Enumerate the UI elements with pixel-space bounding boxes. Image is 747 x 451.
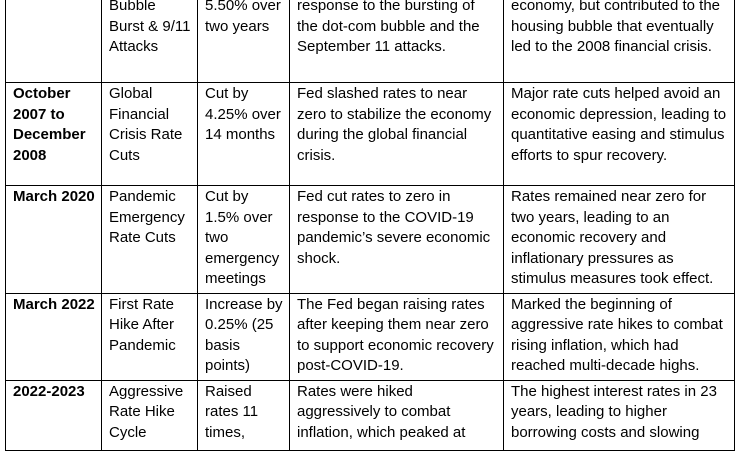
reason-cell: response to the bursting of the dot-com bubble and the September 11 attacks. [290,0,504,83]
reason-cell: The Fed began raising rates after keeping them near zero to support economic recovery post-COVID-19. [290,293,504,380]
event-cell: Bubble Burst & 9/11 Attacks [102,0,198,83]
date-cell [6,0,102,83]
reason-cell: Fed slashed rates to near zero to stabilize the economy during the global financial crisis. [290,83,504,186]
impact-cell: Marked the beginning of aggressive rate hikes to combat rising inflation, which had reached multi-decade highs. [504,293,735,380]
impact-cell: Major rate cuts helped avoid an economic depression, leading to quantitative easing and stimulus efforts to spur recovery. [504,83,735,186]
date-cell: 2022-2023 [6,380,102,450]
table-row [6,83,735,186]
table-row [6,380,735,450]
date-cell: March 2022 [6,293,102,380]
impact-cell: Rates remained near zero for two years, leading to an economic recovery and inflationary pressures as stimulus measures took effect. [504,186,735,294]
event-cell: First Rate Hike After Pandemic [102,293,198,380]
event-cell: Global Financial Crisis Rate Cuts [102,83,198,186]
reason-cell: Rates were hiked aggressively to combat inflation, which peaked at [290,380,504,450]
change-cell: Cut by 1.5% over two emergency meetings [198,186,290,294]
change-cell: Cut by 4.25% over 14 months [198,83,290,186]
table-row [6,0,735,83]
impact-cell: economy, but contributed to the housing bubble that eventually led to the 2008 financial crisis. [504,0,735,83]
event-cell: Aggressive Rate Hike Cycle [102,380,198,450]
change-cell: Raised rates 11 times, [198,380,290,450]
rate-history-table [5,0,735,451]
impact-cell: The highest interest rates in 23 years, leading to higher borrowing costs and slowing [504,380,735,450]
reason-cell: Fed cut rates to zero in response to the COVID-19 pandemic’s severe economic shock. [290,186,504,294]
event-cell: Pandemic Emergency Rate Cuts [102,186,198,294]
change-cell: 5.50% over two years [198,0,290,83]
date-cell: March 2020 [6,186,102,294]
table-row [6,186,735,294]
table-row [6,293,735,380]
date-cell: October 2007 to December 2008 [6,83,102,186]
change-cell: Increase by 0.25% (25 basis points) [198,293,290,380]
